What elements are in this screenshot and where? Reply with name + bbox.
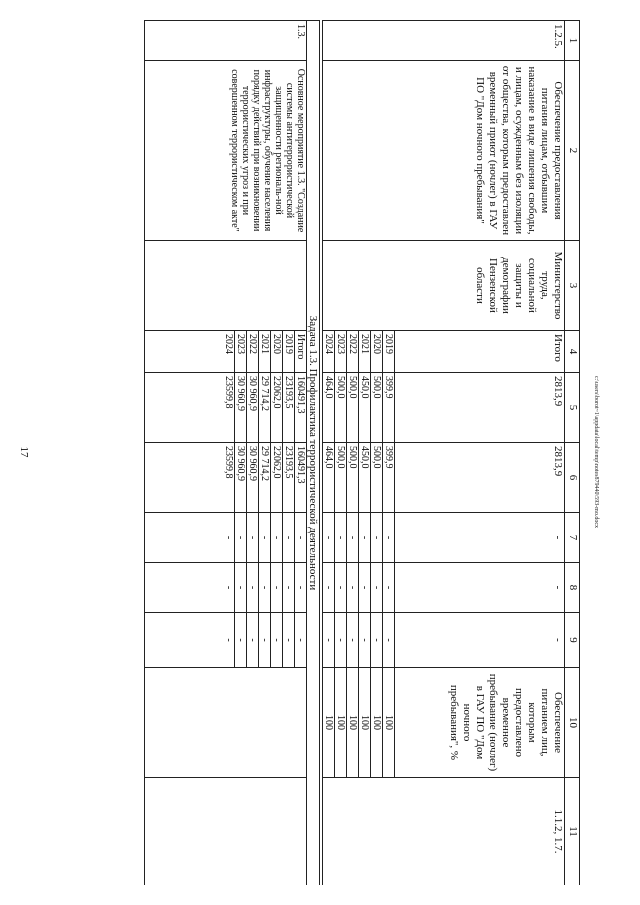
value-cell: 160491,3 bbox=[295, 443, 307, 513]
table-viewport bbox=[90, 20, 580, 885]
value-cell: - bbox=[235, 513, 247, 563]
value-cell: - bbox=[359, 513, 371, 563]
link-cell: 1.1.2, 1.7. bbox=[323, 778, 565, 886]
value-cell: - bbox=[235, 563, 247, 613]
value-cell: - bbox=[371, 563, 383, 613]
value-cell: 22062,0 bbox=[271, 373, 283, 443]
year-cell: 2020 bbox=[271, 331, 283, 373]
value-cell: - bbox=[371, 613, 383, 668]
value-cell: 2813,9 bbox=[395, 373, 565, 443]
value-cell: - bbox=[371, 513, 383, 563]
page-number: 17 bbox=[18, 446, 30, 458]
value-cell: 23599,8 bbox=[145, 443, 235, 513]
year-cell: 2019 bbox=[283, 331, 295, 373]
indicator-cell: Обеспечение питанием лиц, которым предоставлено временное пребывание (ночлег) в ГАУ ПО "Дом ночного пребывания", % bbox=[395, 668, 565, 778]
value-cell: 500,0 bbox=[335, 373, 347, 443]
col-num-3: 3 bbox=[565, 241, 580, 331]
year-cell: 2022 bbox=[247, 331, 259, 373]
executor bbox=[145, 241, 307, 331]
value-cell: - bbox=[259, 613, 271, 668]
value-cell: - bbox=[335, 613, 347, 668]
col-num-9: 9 bbox=[565, 613, 580, 668]
row-number: 1.3. bbox=[145, 21, 307, 61]
value-cell: - bbox=[323, 563, 335, 613]
program-table bbox=[144, 20, 580, 885]
value-cell: - bbox=[359, 613, 371, 668]
year-cell: 2021 bbox=[359, 331, 371, 373]
value-cell: - bbox=[295, 613, 307, 668]
col-num-11: 11 bbox=[565, 778, 580, 886]
table-row bbox=[295, 21, 307, 886]
column-number-row bbox=[565, 21, 580, 886]
value-cell: 160491,3 bbox=[295, 373, 307, 443]
value-cell: 399,9 bbox=[383, 373, 395, 443]
value-cell: - bbox=[259, 563, 271, 613]
value-cell: - bbox=[395, 513, 565, 563]
value-cell: - bbox=[295, 563, 307, 613]
task-row bbox=[307, 21, 320, 886]
value-cell: - bbox=[383, 613, 395, 668]
value-cell: 500,0 bbox=[371, 443, 383, 513]
value-cell: - bbox=[271, 513, 283, 563]
value-cell: - bbox=[283, 513, 295, 563]
value-cell: - bbox=[271, 613, 283, 668]
measure-name: Основное мероприятие 1.3. "Создание системы антитеррористической защищенности региональ-ной инфраструктуры, обучение населения порядку действий при возникновении террористических угроз и при совершенном террористическом акте" bbox=[145, 61, 307, 241]
value-cell: - bbox=[383, 513, 395, 563]
year-cell: Итого bbox=[295, 331, 307, 373]
year-cell: 2023 bbox=[235, 331, 247, 373]
table-row bbox=[395, 21, 565, 886]
col-num-4: 4 bbox=[565, 331, 580, 373]
value-cell: 30 960,9 bbox=[235, 443, 247, 513]
value-cell: - bbox=[395, 563, 565, 613]
row-number: 1.2.5. bbox=[323, 21, 565, 61]
value-cell: 2813,9 bbox=[395, 443, 565, 513]
value-cell: 450,0 bbox=[359, 373, 371, 443]
value-cell: - bbox=[295, 513, 307, 563]
value-cell: - bbox=[359, 563, 371, 613]
value-cell: 30 960,9 bbox=[235, 373, 247, 443]
measure-name: Обеспечение предоставления питания лицам, отбывшим наказание в виде лишения свободы, и лицам, осужденным без изоляции от общества, которым предоставлен временный приют (ночлег) в ГАУ ПО "Дом ночного пребывания" bbox=[323, 61, 565, 241]
value-cell: 450,0 bbox=[359, 443, 371, 513]
year-cell: 2024 bbox=[323, 331, 335, 373]
indicator-value: 100 bbox=[359, 668, 371, 778]
indicator-value: 100 bbox=[335, 668, 347, 778]
value-cell: - bbox=[283, 563, 295, 613]
year-cell: 2021 bbox=[259, 331, 271, 373]
value-cell: 500,0 bbox=[371, 373, 383, 443]
value-cell: - bbox=[347, 563, 359, 613]
link-cell bbox=[145, 778, 307, 886]
value-cell: - bbox=[271, 563, 283, 613]
year-cell: 2020 bbox=[371, 331, 383, 373]
value-cell: - bbox=[247, 563, 259, 613]
value-cell: 399,9 bbox=[383, 443, 395, 513]
value-cell: - bbox=[259, 513, 271, 563]
indicator-value: 100 bbox=[383, 668, 395, 778]
value-cell: - bbox=[145, 613, 235, 668]
col-num-6: 6 bbox=[565, 443, 580, 513]
value-cell: - bbox=[323, 513, 335, 563]
value-cell: - bbox=[235, 613, 247, 668]
col-num-1: 1 bbox=[565, 21, 580, 61]
col-num-10: 10 bbox=[565, 668, 580, 778]
value-cell: 29 714,2 bbox=[259, 373, 271, 443]
value-cell: - bbox=[283, 613, 295, 668]
value-cell: 23193,5 bbox=[283, 443, 295, 513]
indicator-value: 100 bbox=[371, 668, 383, 778]
value-cell: - bbox=[347, 613, 359, 668]
value-cell: 22062,0 bbox=[271, 443, 283, 513]
value-cell: - bbox=[395, 613, 565, 668]
year-cell: 2023 bbox=[335, 331, 347, 373]
col-num-2: 2 bbox=[565, 61, 580, 241]
indicator-cell bbox=[145, 668, 307, 778]
rotated-table-container bbox=[90, 20, 580, 885]
value-cell: - bbox=[323, 613, 335, 668]
value-cell: - bbox=[335, 513, 347, 563]
value-cell: - bbox=[247, 613, 259, 668]
year-cell: Итого bbox=[395, 331, 565, 373]
value-cell: 464,0 bbox=[323, 373, 335, 443]
indicator-value: 100 bbox=[347, 668, 359, 778]
value-cell: 30 960,9 bbox=[247, 443, 259, 513]
value-cell: - bbox=[335, 563, 347, 613]
value-cell: 500,0 bbox=[347, 373, 359, 443]
value-cell: 29 714,2 bbox=[259, 443, 271, 513]
col-num-5: 5 bbox=[565, 373, 580, 443]
value-cell: 23599,8 bbox=[145, 373, 235, 443]
value-cell: 30 960,9 bbox=[247, 373, 259, 443]
year-cell: 2024 bbox=[145, 331, 235, 373]
year-cell: 2019 bbox=[383, 331, 395, 373]
task-title: Задача 1.3. Профилактика террористической деятельности bbox=[307, 21, 320, 886]
value-cell: 500,0 bbox=[347, 443, 359, 513]
value-cell: 464,0 bbox=[323, 443, 335, 513]
year-cell: 2022 bbox=[347, 331, 359, 373]
footer-file-path: c:\users\borot~1\appdata\local\temp\notes879440\593-mo.docx bbox=[593, 375, 599, 529]
col-num-8: 8 bbox=[565, 563, 580, 613]
value-cell: - bbox=[145, 513, 235, 563]
value-cell: 23193,5 bbox=[283, 373, 295, 443]
col-num-7: 7 bbox=[565, 513, 580, 563]
value-cell: - bbox=[247, 513, 259, 563]
value-cell: - bbox=[347, 513, 359, 563]
executor: Министерство труда, социальной защиты и демографии Пензенской области bbox=[323, 241, 565, 331]
indicator-value: 100 bbox=[323, 668, 335, 778]
value-cell: - bbox=[383, 563, 395, 613]
value-cell: 500,0 bbox=[335, 443, 347, 513]
value-cell: - bbox=[145, 563, 235, 613]
